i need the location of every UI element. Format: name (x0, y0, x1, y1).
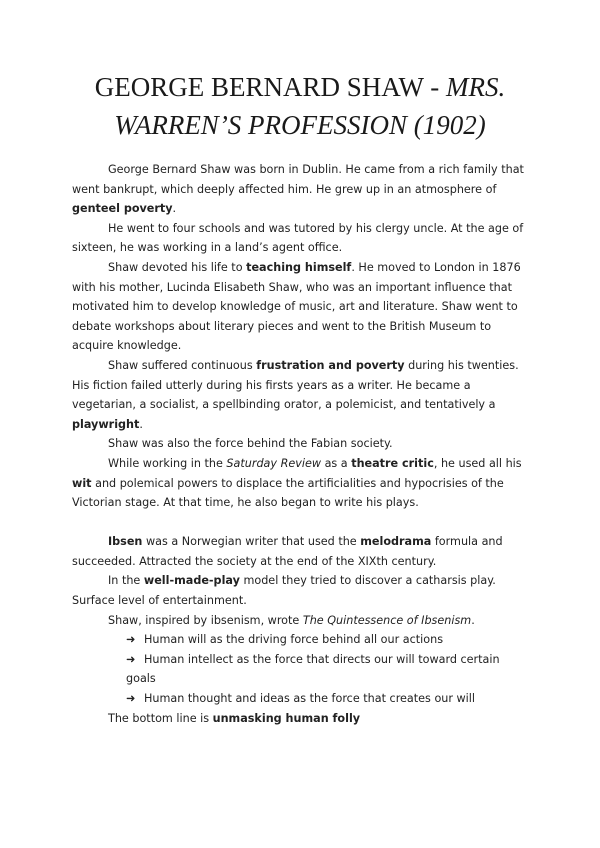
title-author: GEORGE BERNARD SHAW - (94, 72, 447, 102)
arrow-icon: ➜ (126, 633, 136, 647)
list-item: ➜ Human intellect as the force that directs our will toward certain goals (126, 650, 532, 689)
paragraph-critic: While working in the Saturday Review as a theatre critic, he used all his wit and polemical powers to displace the artificialities and hypocrisies of the Victorian stage. At that time, he also began to write his plays. (72, 456, 522, 510)
paragraph-ibsen: Ibsen was a Norwegian writer that used the melodrama formula and succeeded. Attracted the society at the end of the XIXth century. (72, 535, 503, 568)
paragraph-well-made-play: In the well-made-play model they tried to discover a catharsis play. Surface level of entertainment. (72, 574, 496, 608)
arrow-icon: ➜ (126, 652, 136, 666)
list-item: ➜ Human will as the driving force behind all our actions (126, 630, 532, 650)
paragraph-bottom-line: The bottom line is unmasking human folly (108, 711, 361, 725)
document-body (72, 160, 532, 728)
title-work-part1: MRS. (446, 72, 506, 102)
paragraph-gap (72, 513, 532, 533)
list-item: ➜ Human thought and ideas as the force that creates our will (126, 689, 532, 709)
paragraph-schooling: He went to four schools and was tutored by his clergy uncle. At the age of sixteen, he was working in a land’s agent office. (72, 221, 524, 255)
paragraph-self-teaching: Shaw devoted his life to teaching himself. He moved to London in 1876 with his mother, Lucinda Elisabeth Shaw, who was an important influence that motivated him to develop knowledge of music, art and literature. Shaw went to debate workshops about literary pieces and went to the British Museum to acquire knowledge. (72, 260, 521, 353)
bullet-list (72, 630, 532, 708)
paragraph-twenties: Shaw suffered continuous frustration and poverty during his twenties. His fiction failed utterly during his firsts years as a writer. He became a vegetarian, a socialist, a spellbinding orator, a polemicist, and tentatively a playwright. (72, 358, 519, 431)
page-title (0, 68, 600, 144)
paragraph-birth: George Bernard Shaw was born in Dublin. He came from a rich family that went bankrupt, which deeply affected him. He grew up in an atmosphere of genteel poverty. (72, 163, 524, 216)
title-work-part2: WARREN’S PROFESSION (1902) (114, 110, 486, 140)
arrow-icon: ➜ (126, 692, 136, 706)
paragraph-fabian: Shaw was also the force behind the Fabian society. (108, 437, 393, 451)
paragraph-quintessence: Shaw, inspired by ibsenism, wrote The Quintessence of Ibsenism. (108, 613, 475, 627)
